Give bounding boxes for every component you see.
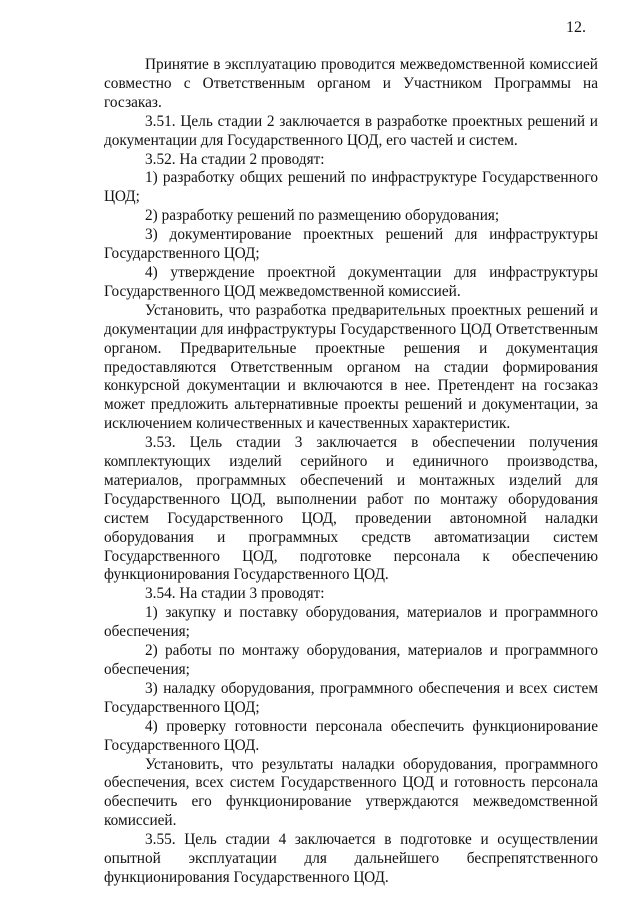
paragraph-3-55: 3.55. Цель стадии 4 заключается в подготовке и осуществлении опытной эксплуатации для дальнейшего беспрепятственного функционирования Государственного ЦОД. [104, 831, 598, 886]
list-item-stage2-1: 1) разработку общих решений по инфраструктуре Государственного ЦОД; [104, 169, 598, 206]
paragraph-3-51: 3.51. Цель стадии 2 заключается в разработке проектных решений и документации для Государственного ЦОД, его частей и систем. [104, 112, 598, 149]
list-item-stage3-2: 2) работы по монтажу оборудования, материалов и программного обеспечения; [104, 642, 598, 678]
paragraph-3-53: 3.53. Цель стадии 3 заключается в обеспечении получения комплектующих изделий серийного и единичного производства, материалов, программных обеспечений и монтажных изделий для Государственного ЦОД, выполнении работ по монтажу оборудования систем Государственного ЦОД, проведении автономной наладки оборудования и программных средств автоматизации систем Государственного ЦОД, подготовке персонала к обеспечению функционирования Государственного ЦОД. [104, 434, 598, 584]
list-item-stage3-1: 1) закупку и поставку оборудования, материалов и программного обеспечения; [104, 604, 598, 641]
list-item-stage2-3: 3) документирование проектных решений для инфраструктуры Государственного ЦОД; [104, 226, 598, 263]
paragraph-3-52: 3.52. На стадии 2 проводят: [145, 150, 325, 168]
list-item-stage3-4: 4) проверку готовности персонала обеспечить функционирование Государственного ЦОД. [104, 717, 598, 754]
list-item-stage3-3: 3) наладку оборудования, программного обеспечения и всех систем Государственного ЦОД; [104, 679, 598, 716]
paragraph-3-54: 3.54. На стадии 3 проводят: [145, 585, 325, 603]
list-item-stage2-2: 2) разработку решений по размещению оборудования; [145, 207, 500, 225]
list-item-stage2-4: 4) утверждение проектной документации для инфраструктуры Государственного ЦОД межведомственной комиссией. [104, 263, 598, 300]
paragraph-preliminary-solutions: Установить, что разработка предварительных проектных решений и документации для инфраструктуры Государственного ЦОД Ответственным органом. Предварительные проектные решения и документация предоставляются Ответственным органом на стадии формирования конкурсной документации и включаются в нее. Претендент на госзаказ может предложить альтернативные проекты решений и документации, за исключением количественных и качественных характеристик. [104, 301, 598, 433]
paragraph-acceptance: Принятие в эксплуатацию проводится межведомственной комиссией совместно с Ответственным органом и Участником Программы на госзаказ. [104, 56, 598, 111]
paragraph-adjustment-results: Установить, что результаты наладки оборудования, программного обеспечения, всех систем Государственного ЦОД и готовность персонала обеспечить его функционирование утверждаются межведомственной комиссией. [104, 755, 598, 830]
document-body [104, 56, 598, 888]
page-number: 12. [566, 19, 586, 36]
